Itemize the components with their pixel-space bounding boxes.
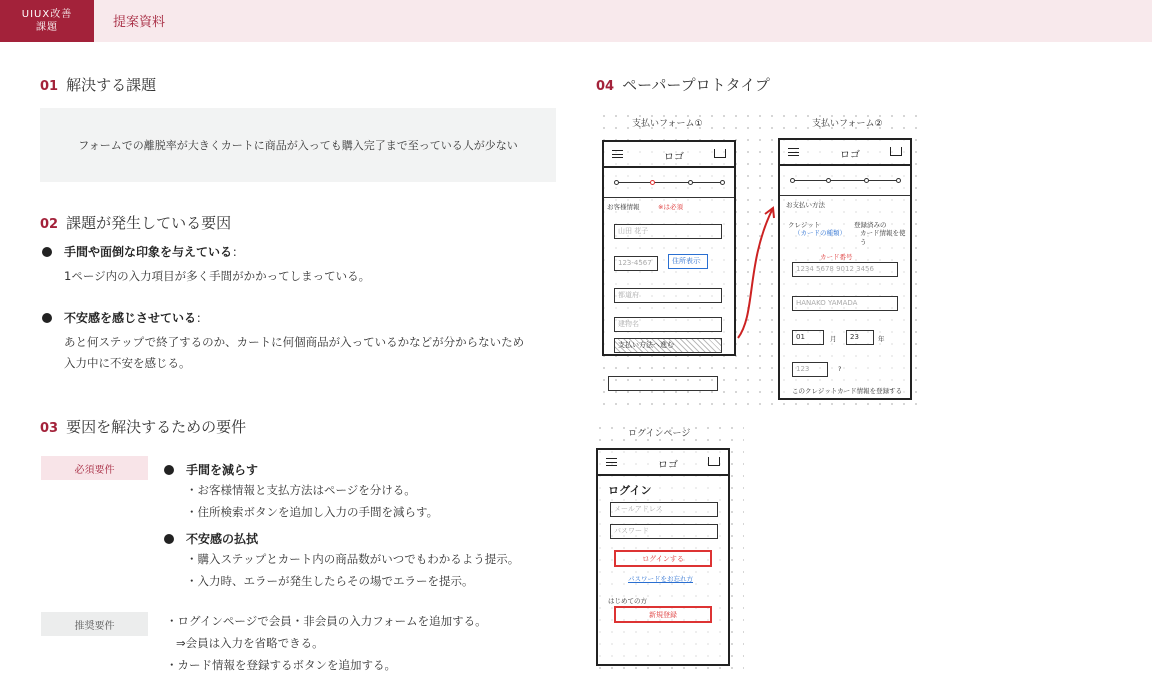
bullet-icon [42, 247, 52, 257]
zip-field-sketch: 123-4567 [614, 256, 658, 271]
step-dot [720, 180, 725, 185]
badge-line1: UIUX改善 [21, 9, 73, 20]
sketch-caption: ログインページ [628, 429, 691, 439]
section-02-heading [40, 212, 231, 233]
required-tag: 必須要件 [41, 456, 148, 480]
cart-icon [714, 149, 726, 158]
cause-body: 1ページ内の入力項目が多く手間がかかってしまっている。 [64, 269, 371, 283]
flow-arrow-icon [732, 204, 782, 344]
bullet-icon [164, 465, 174, 475]
requirement-line: ・入力時、エラーが発生したらその場でエラーを提示。 [186, 574, 474, 588]
section-label: お支払い方法 [786, 201, 825, 209]
login-title-sketch: ログイン [608, 484, 652, 497]
requirement-2 [164, 530, 564, 591]
year-unit: 年 [878, 335, 885, 343]
requirement-line: ・購入ステップとカート内の商品数がいつでもわかるよう提示。 [186, 552, 520, 566]
logo-text: ロゴ [664, 152, 684, 163]
month-unit: 月 [830, 335, 837, 343]
credit-radio-label: クレジット [788, 221, 821, 229]
cause-body-line: あと何ステップで終了するのか、カートに何個商品が入っているかなどが分からないため [64, 335, 525, 349]
cause-item-2 [42, 309, 562, 374]
colon: ： [232, 245, 245, 259]
payment-form-1-phone [602, 140, 736, 356]
requirement-heading: 不安感の払拭 [186, 532, 259, 546]
logo-text: ロゴ [840, 150, 860, 161]
extra-field-sketch [608, 376, 718, 391]
requirement-line: ・お客様情報と支払方法はページを分ける。 [186, 483, 416, 497]
cause-heading: 手間や面倒な印象を与えている [64, 245, 233, 259]
payment-form-2-phone [778, 138, 912, 400]
recommended-tag: 推奨要件 [41, 612, 148, 636]
register-button-sketch: 新規登録 [614, 606, 712, 623]
colon: ： [196, 311, 209, 325]
section-label: お客様情報 [607, 203, 640, 211]
section-title: 解決する課題 [66, 76, 157, 94]
section-03-heading [40, 416, 246, 437]
section-title: 課題が発生している要因 [66, 214, 232, 232]
card-number-field-sketch: 1234 5678 9012 3456 [792, 262, 898, 277]
step-dot [864, 178, 869, 183]
next-button-sketch: 支払い方法へ進む [614, 338, 722, 353]
hamburger-icon [612, 150, 623, 158]
section-number: 03 [40, 421, 59, 436]
password-field-sketch: パスワード [610, 524, 718, 539]
step-indicator [792, 180, 900, 181]
recommended-list [166, 610, 566, 676]
section-number: 01 [40, 79, 59, 94]
save-card-checkbox-label: このクレジットカード情報を登録する [792, 387, 903, 395]
cvv-field-sketch: 123 [792, 362, 828, 377]
cart-icon [890, 147, 902, 156]
step-dot [650, 180, 655, 185]
cart-icon [708, 457, 720, 466]
section-04-heading [596, 74, 770, 95]
step-dot [688, 180, 693, 185]
cause-body-line: 入力中に不安を感じる。 [64, 356, 191, 370]
recommended-line: ⇒会員は入力を省略できる。 [176, 636, 324, 650]
login-phone [596, 448, 730, 666]
step-dot [614, 180, 619, 185]
registered-card-label-2: カード情報を使う [860, 229, 906, 246]
hamburger-icon [788, 148, 799, 156]
top-header [0, 0, 1152, 42]
year-select-sketch: 23 [846, 330, 874, 345]
badge-line2: 課題 [36, 22, 58, 33]
bullet-icon [164, 534, 174, 544]
paper-prototype-payment [598, 110, 926, 408]
section-number: 04 [596, 79, 615, 94]
step-indicator [616, 182, 724, 183]
first-time-label: はじめての方 [608, 597, 647, 605]
category-badge [0, 0, 94, 42]
page-title: 提案資料 [113, 15, 166, 30]
recommended-line: ・ログインページで会員・非会員の入力フォームを追加する。 [166, 614, 487, 628]
section-number: 02 [40, 217, 59, 232]
step-dot [896, 178, 901, 183]
step-dot [826, 178, 831, 183]
required-note: ※は必須 [658, 203, 683, 211]
logo-text: ロゴ [658, 460, 678, 471]
requirement-heading: 手間を減らす [186, 463, 259, 477]
cause-item-1 [42, 243, 562, 287]
building-field-sketch: 建物名 [614, 317, 722, 332]
issue-text: フォームでの離脱率が大きくカートに商品が入っても購入完了まで至っている人が少ない [78, 139, 518, 152]
help-icon: ? [838, 365, 842, 373]
card-number-label: カード番号 [820, 253, 853, 261]
email-field-sketch: メールアドレス [610, 502, 718, 517]
cause-heading: 不安感を感じさせている [64, 311, 197, 325]
month-select-sketch: 01 [792, 330, 824, 345]
recommended-line: ・カード情報を登録するボタンを追加する。 [166, 658, 396, 672]
card-holder-field-sketch: HANAKO YAMADA [792, 296, 898, 311]
login-button-sketch: ログインする [614, 550, 712, 567]
section-01-heading [40, 74, 156, 95]
requirement-1 [164, 461, 564, 522]
card-type-label: （カードの種類） [794, 229, 846, 237]
section-title: 要因を解決するための要件 [66, 418, 247, 436]
sketch-caption: 支払いフォーム① [632, 119, 703, 129]
address-search-button-sketch: 住所表示 [668, 254, 708, 269]
prefecture-field-sketch: 都道府 [614, 288, 722, 303]
hamburger-icon [606, 458, 617, 466]
section-title: ペーパープロトタイプ [622, 76, 770, 94]
sketch-caption: 支払いフォーム② [812, 119, 883, 129]
name-field-sketch: 山田 花子 [614, 224, 722, 239]
requirement-line: ・住所検索ボタンを追加し入力の手間を減らす。 [186, 505, 439, 519]
registered-card-label: 登録済みの [854, 221, 887, 229]
issue-box [40, 108, 556, 182]
bullet-icon [42, 313, 52, 323]
paper-prototype-login [594, 422, 744, 670]
forgot-password-link-sketch: パスワードをお忘れ方 [628, 575, 693, 583]
step-dot [790, 178, 795, 183]
